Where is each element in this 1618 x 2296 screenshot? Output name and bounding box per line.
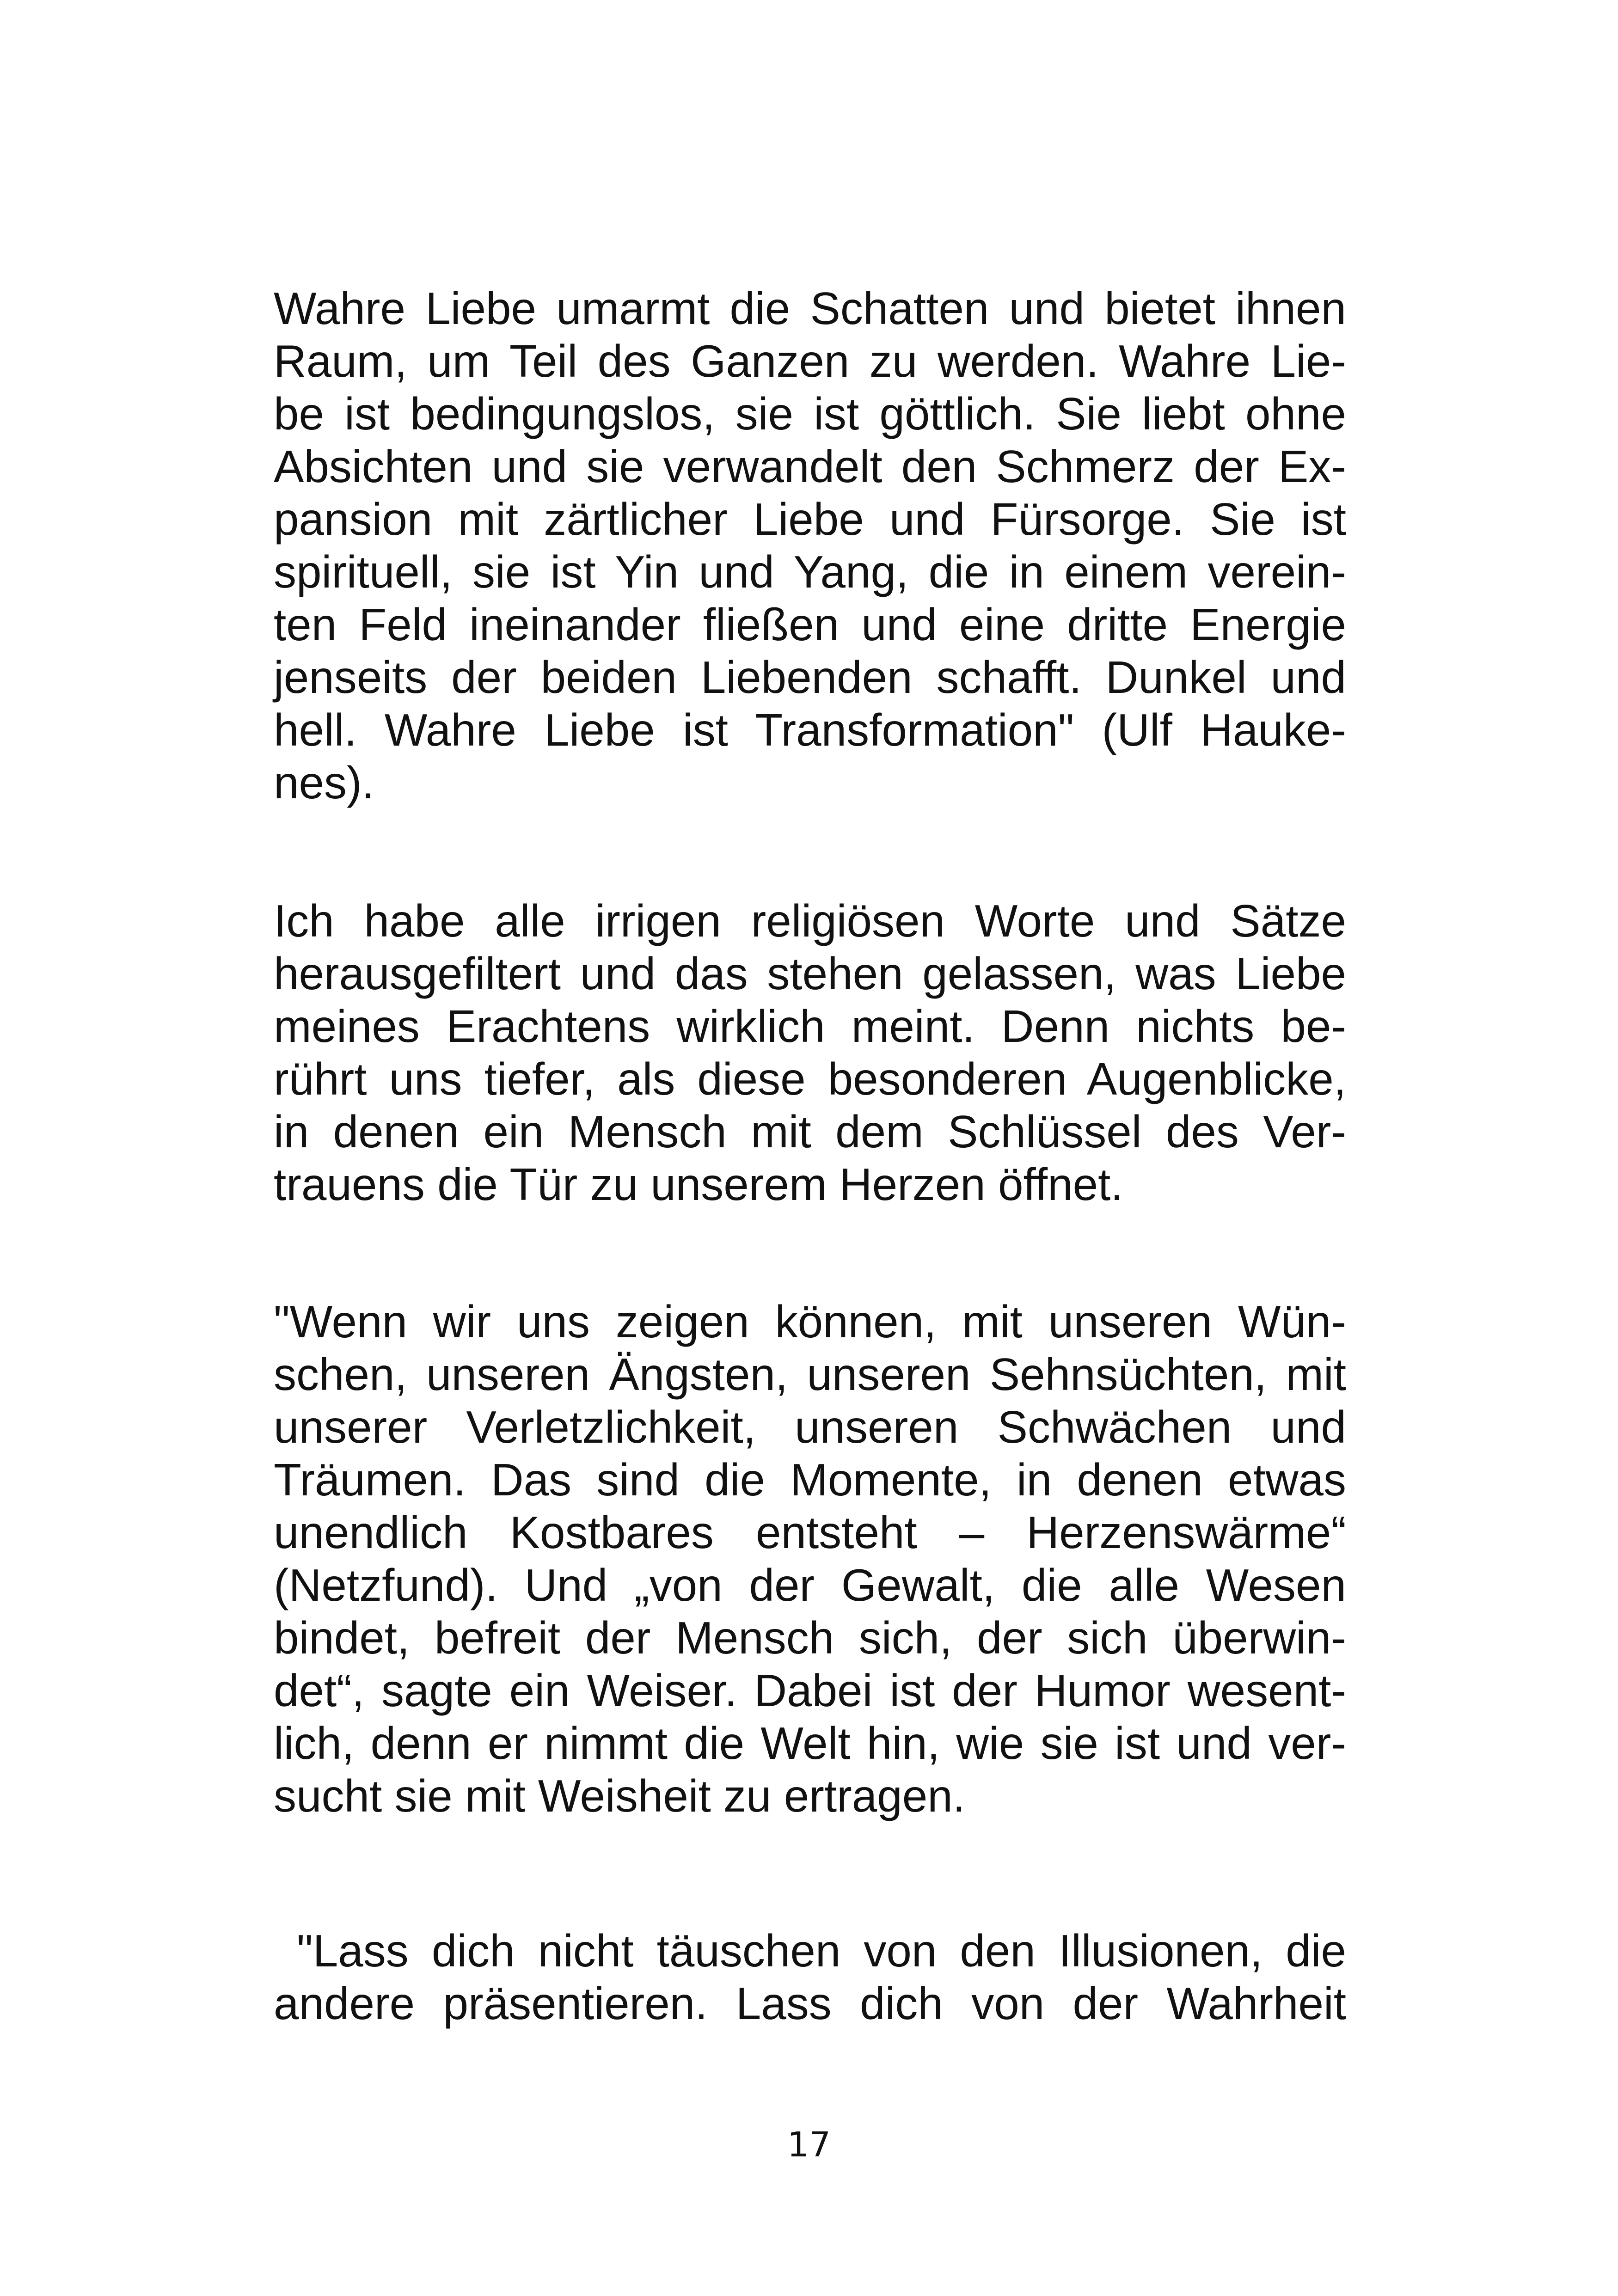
text-line: Wahre Liebe umarmt die Schatten und bietet ihnen: [274, 283, 1346, 334]
paragraph-illusionen: [274, 1924, 1346, 2030]
text-line: "Wenn wir uns zeigen können, mit unseren Wün-: [274, 1296, 1346, 1347]
text-line: herausgefiltert und das stehen gelassen, was Liebe: [274, 948, 1346, 999]
text-line: Absichten und sie verwandelt den Schmerz der Ex-: [274, 441, 1346, 492]
text-line: Raum, um Teil des Ganzen zu werden. Wahre Lie-: [274, 336, 1346, 386]
text-line: hell. Wahre Liebe ist Transformation" (Ulf Hauke-: [274, 704, 1346, 755]
text-line: Träumen. Das sind die Momente, in denen etwas: [274, 1454, 1346, 1505]
text-line: unserer Verletzlichkeit, unseren Schwächen und: [274, 1402, 1346, 1452]
text-line: be ist bedingungslos, sie ist göttlich. Sie liebt ohne: [274, 388, 1346, 439]
text-line: (Netzfund). Und „von der Gewalt, die alle Wesen: [274, 1560, 1346, 1610]
text-line: andere präsentieren. Lass dich von der Wahrheit: [274, 1978, 1346, 2029]
paragraph-wahre-liebe: [274, 282, 1346, 809]
page-number: 17: [787, 2125, 831, 2165]
paragraph-herzenswaerme: [274, 1295, 1346, 1822]
text-line: in denen ein Mensch mit dem Schlüssel des Ver-: [274, 1106, 1346, 1157]
text-line: meines Erachtens wirklich meint. Denn nichts be-: [274, 1001, 1346, 1052]
text-line: jenseits der beiden Liebenden schafft. Dunkel und: [274, 652, 1346, 703]
text-line: det“, sagte ein Weiser. Dabei ist der Humor wesent-: [274, 1665, 1346, 1716]
text-line: unendlich Kostbares entsteht – Herzenswärme“: [274, 1507, 1346, 1558]
text-line: pansion mit zärtlicher Liebe und Fürsorge. Sie ist: [274, 494, 1346, 545]
text-line: sucht sie mit Weisheit zu ertragen.: [274, 1770, 966, 1821]
text-line: trauens die Tür zu unserem Herzen öffnet.: [274, 1159, 1123, 1210]
text-line: lich, denn er nimmt die Welt hin, wie sie ist und ver-: [274, 1718, 1346, 1769]
text-line: rührt uns tiefer, als diese besonderen Augenblicke,: [274, 1053, 1346, 1104]
text-line: ten Feld ineinander fließen und eine dritte Energie: [274, 599, 1346, 650]
text-line: spirituell, sie ist Yin und Yang, die in einem verein-: [274, 546, 1346, 597]
text-line: schen, unseren Ängsten, unseren Sehnsüchten, mit: [274, 1349, 1346, 1400]
text-line: nes).: [274, 757, 374, 808]
text-line: Ich habe alle irrigen religiösen Worte und Sätze: [274, 895, 1346, 946]
paragraph-religioese-worte: [274, 894, 1346, 1211]
text-line: "Lass dich nicht täuschen von den Illusionen, die: [274, 1925, 1346, 1976]
text-line: bindet, befreit der Mensch sich, der sich überwin-: [274, 1612, 1346, 1663]
